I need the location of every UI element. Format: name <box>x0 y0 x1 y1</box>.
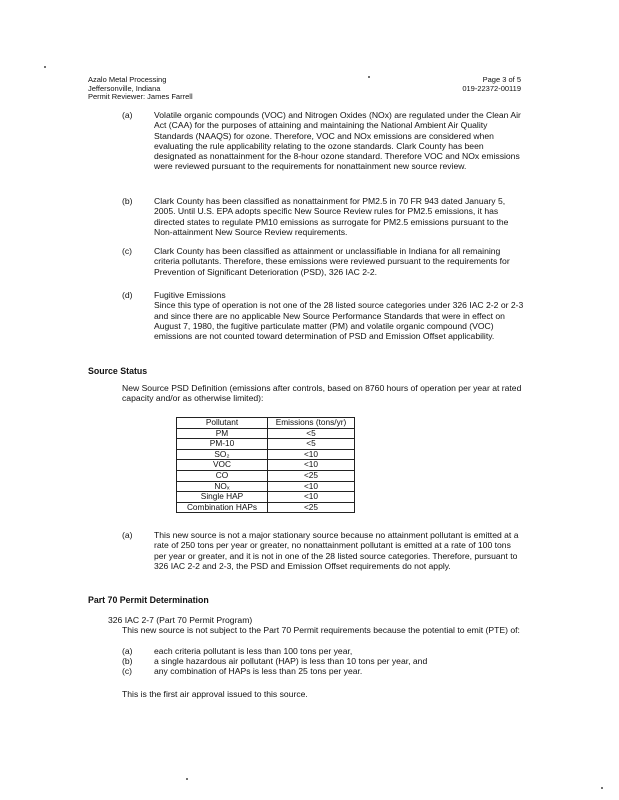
item-text: Since this type of operation is not one of the 28 listed source categories under 326 IAC 2-2 or 2-3 and since there are no applicable New Source Performance Standards that were in effect on August 7, 1980, the fugitive particulate matter (PM) and volatile organic compound (VOC) emissions are not counted toward determination of PSD and Emission Offset applicability. <box>154 300 524 342</box>
item-text: This new source is not a major stationary source because no attainment pollutant is emitted at a rate of 250 tons per year or greater, no nonattainment pollutant is emitted at a rate of 100 tons per year or greater, and it is not in one of the 28 listed source categories. Therefore, pursuant to 326 IAC 2-2 and 2-3, the PSD and Emission Offset requirements do not apply. <box>154 530 519 571</box>
part70-intro: This new source is not subject to the Part 70 Permit requirements because the potential to emit (PTE) of: <box>122 625 520 635</box>
table-row <box>177 460 355 471</box>
table-row <box>177 428 355 439</box>
item-text-block <box>154 290 524 341</box>
pollutant-cell: Combination HAPs <box>177 502 268 513</box>
emissions-cell: <25 <box>268 502 355 513</box>
pollutant-cell: PM-10 <box>177 439 268 450</box>
item-label: (d) <box>122 290 133 300</box>
table-row <box>177 470 355 481</box>
emissions-cell: <10 <box>268 481 355 492</box>
scan-speck <box>186 778 188 780</box>
item-text: each criteria pollutant is less than 100 tons per year, <box>154 646 353 656</box>
item-text: any combination of HAPs is less than 25 tons per year. <box>154 666 363 676</box>
table-row <box>177 439 355 450</box>
emissions-table <box>176 417 355 513</box>
column-header-pollutant: Pollutant <box>177 418 268 429</box>
scan-speck <box>368 76 370 78</box>
item-title: Fugitive Emissions <box>154 290 226 300</box>
header-left <box>88 76 193 102</box>
pollutant-cell: PM <box>177 428 268 439</box>
item-label: (a) <box>122 530 133 540</box>
pollutant-cell: SO₂ <box>177 449 268 460</box>
table-header-row <box>177 418 355 429</box>
emissions-cell: <10 <box>268 492 355 503</box>
item-text: Volatile organic compounds (VOC) and Nitrogen Oxides (NOx) are regulated under the Clean Air Act (CAA) for the purposes of attaining and maintaining the National Ambient Air Quality Standards (NAAQS) for ozone. Therefore, VOC and NOx emissions are considered when evaluating the rule applicability relating to the ozone standards. Clark County has been designated as nonattainment for the 8-hour ozone standard. Therefore VOC and NOx emissions were reviewed pursuant to the requirements for nonattainment new source review. <box>154 110 521 172</box>
column-header-emissions: Emissions (tons/yr) <box>268 418 355 429</box>
item-label: (b) <box>122 196 133 206</box>
emissions-cell: <10 <box>268 449 355 460</box>
permit-number: 019-22372-00119 <box>462 83 521 93</box>
part70-closing: This is the first air approval issued to this source. <box>122 689 308 699</box>
item-label: (c) <box>122 666 133 676</box>
source-status-intro: New Source PSD Definition (emissions after controls, based on 8760 hours of operation per year at rated capacity and/or as otherwise limited): <box>122 383 522 404</box>
emissions-cell: <5 <box>268 439 355 450</box>
emissions-cell: <5 <box>268 428 355 439</box>
item-text: Clark County has been classified as nonattainment for PM2.5 in 70 FR 943 dated January 5, 2005. Until U.S. EPA adopts specific New Source Review rules for PM2.5 emissions, it has directed states to regulate PM10 emissions as surrogate for PM2.5 emissions pursuant to the Non-attainment New Source Review requirements. <box>154 196 509 237</box>
source-location: Jeffersonville, Indiana <box>88 83 161 93</box>
scan-speck <box>601 787 603 789</box>
item-text: a single hazardous air pollutant (HAP) is less than 10 tons per year, and <box>154 656 428 666</box>
pollutant-cell: Single HAP <box>177 492 268 503</box>
part70-rule: 326 IAC 2-7 (Part 70 Permit Program) <box>108 615 253 625</box>
table-row <box>177 502 355 513</box>
emissions-cell: <25 <box>268 470 355 481</box>
section-heading-part70: Part 70 Permit Determination <box>88 595 209 605</box>
emissions-cell: <10 <box>268 460 355 471</box>
page-number: Page 3 of 5 <box>482 75 521 84</box>
table-row <box>177 492 355 503</box>
item-label: (b) <box>122 656 133 666</box>
table-row <box>177 449 355 460</box>
header-right <box>462 76 521 93</box>
item-label: (a) <box>122 646 133 656</box>
pollutant-cell: VOC <box>177 460 268 471</box>
item-text: Clark County has been classified as attainment or unclassifiable in Indiana for all remaining criteria pollutants. Therefore, these emissions were reviewed pursuant to the requirements for Prevention of Significant Deterioration (PSD), 326 IAC 2-2. <box>154 246 510 277</box>
pollutant-cell: NOₓ <box>177 481 268 492</box>
scan-speck <box>44 66 46 68</box>
section-heading-source-status: Source Status <box>88 366 148 376</box>
item-label: (a) <box>122 110 133 120</box>
permit-reviewer: Permit Reviewer: James Farrell <box>88 92 193 101</box>
source-name: Azalo Metal Processing <box>88 75 167 84</box>
table-row <box>177 481 355 492</box>
item-label: (c) <box>122 246 133 256</box>
pollutant-cell: CO <box>177 470 268 481</box>
